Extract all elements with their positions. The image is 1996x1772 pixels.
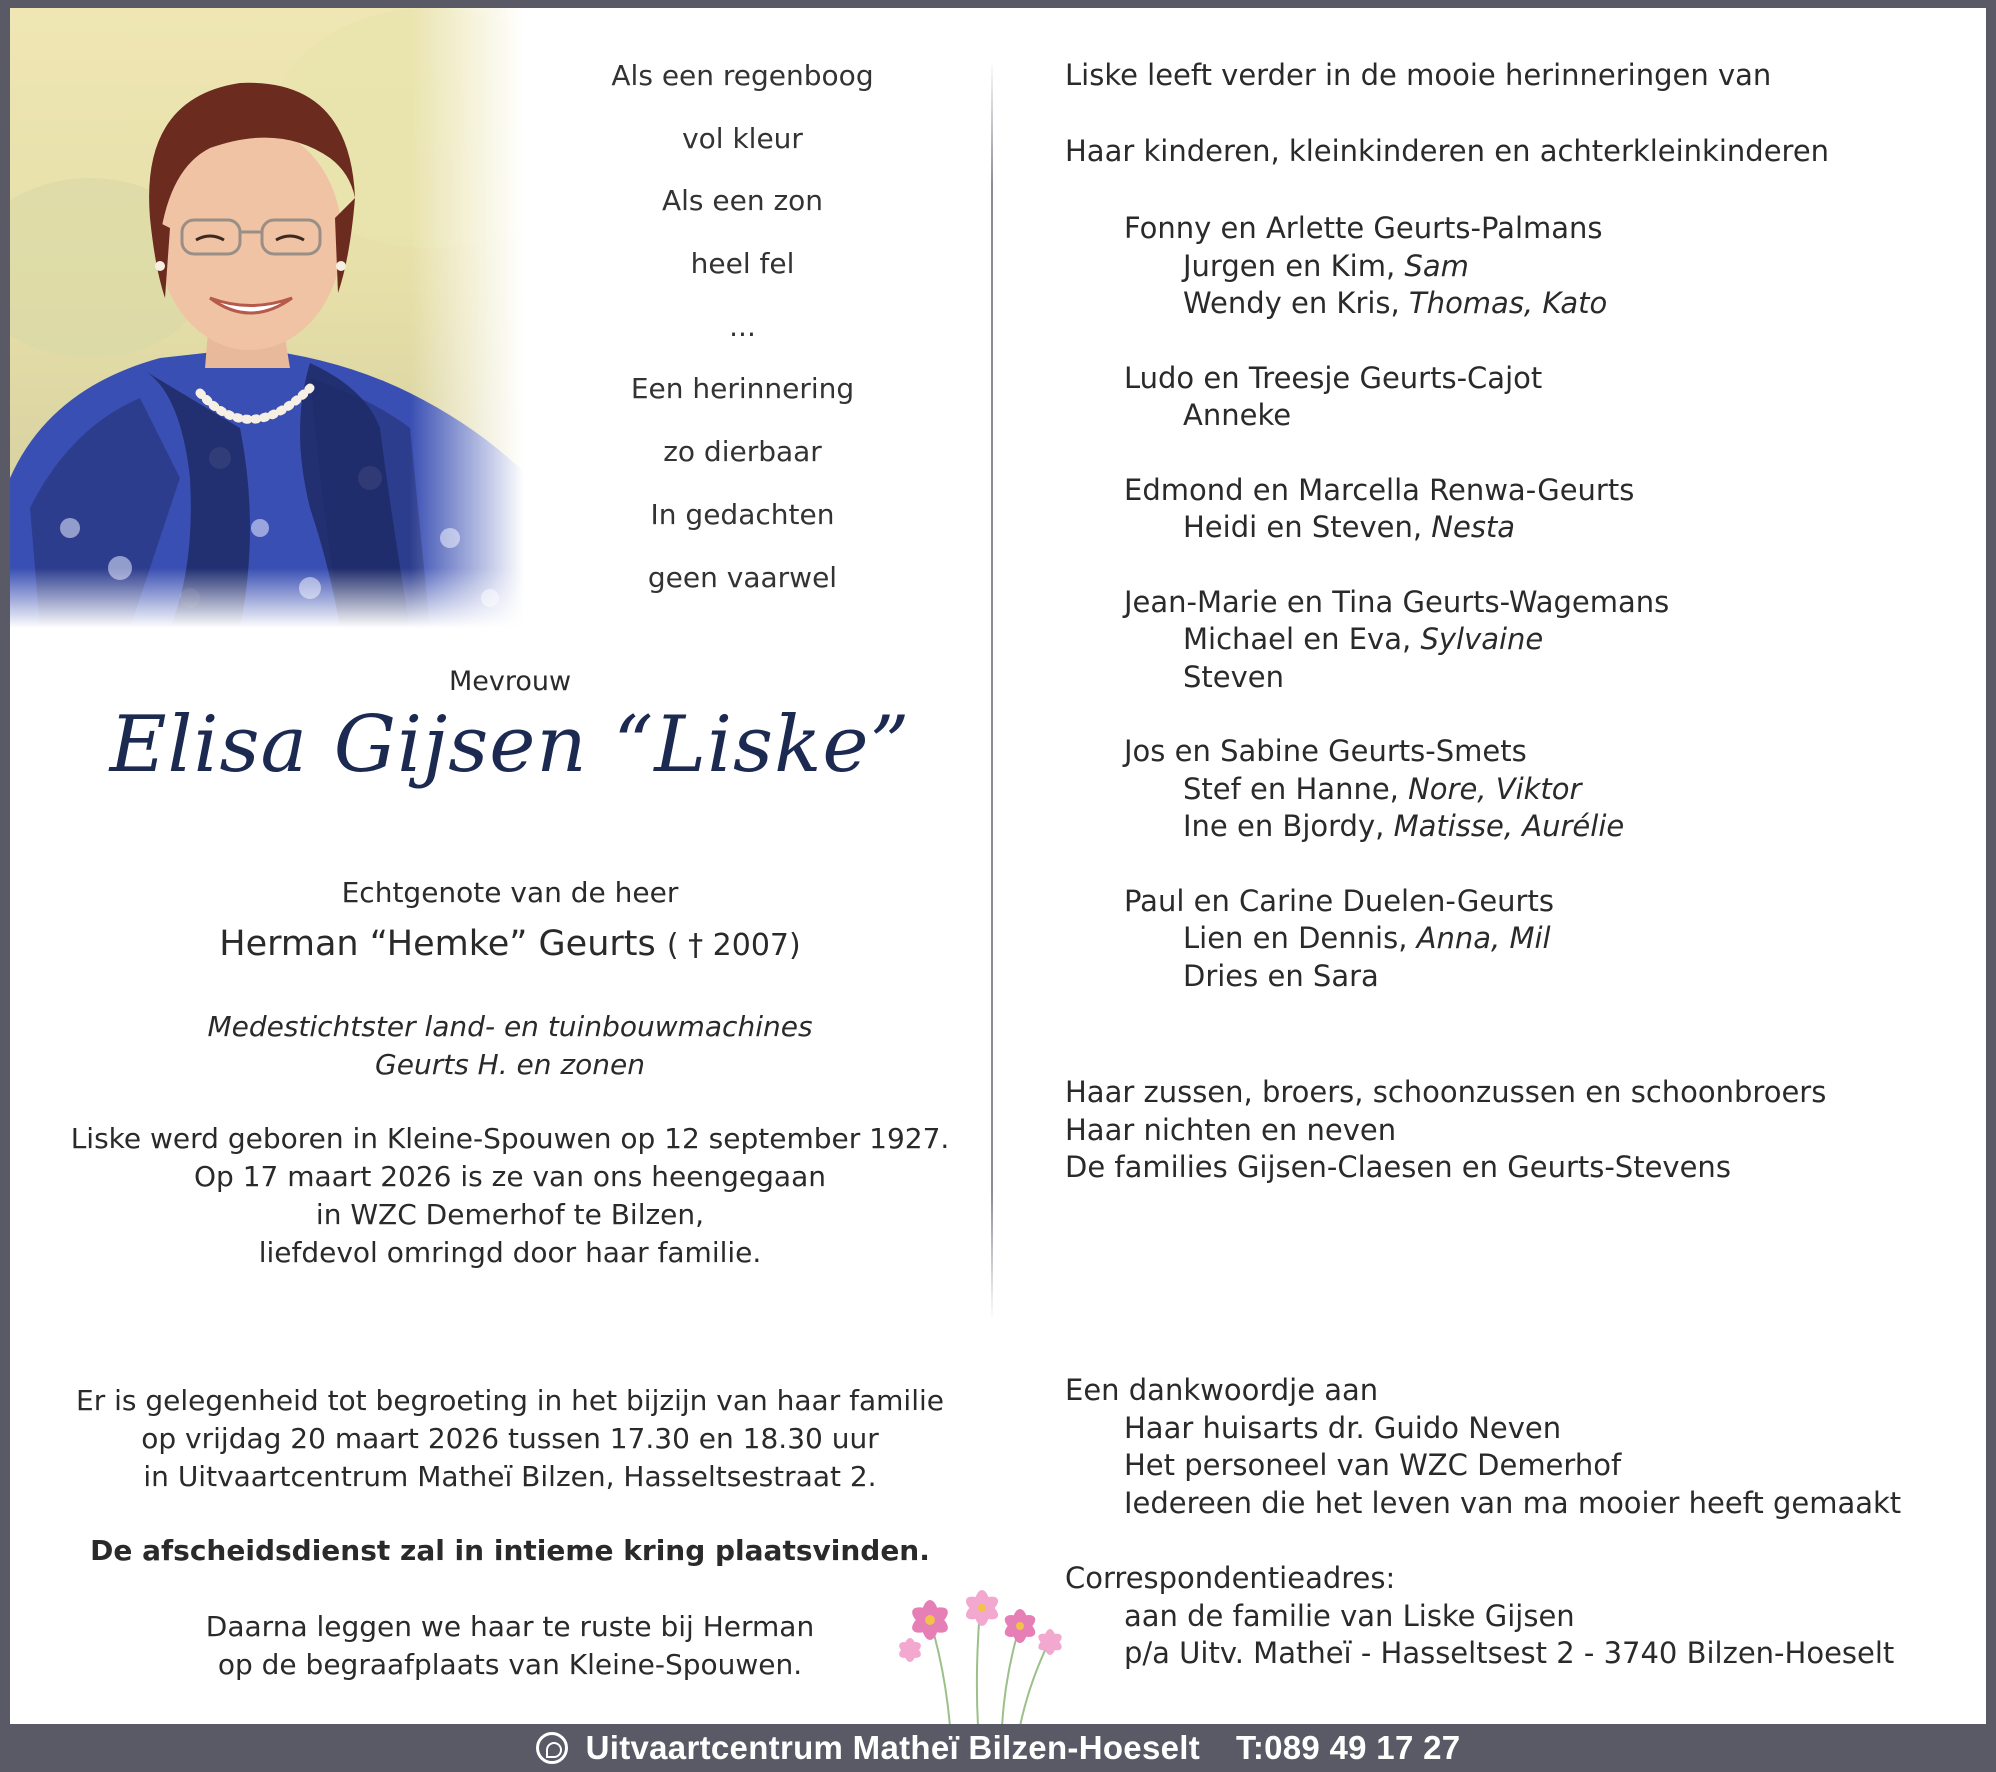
relatives-line: Haar nichten en neven [1065, 1112, 1397, 1147]
sub-children: Matisse, Aurélie [1393, 809, 1625, 843]
burial-block [10, 1608, 1010, 1684]
poem [600, 50, 885, 614]
children-intro: Haar kinderen, kleinkinderen en achterkleinkinderen [1065, 134, 1830, 168]
family-item [1124, 733, 1669, 846]
poem-line: geen vaarwel [647, 560, 838, 594]
sub-names: Anneke [1183, 398, 1292, 432]
sub-names: Wendy en Kris, [1183, 286, 1409, 320]
sub-children: Sam [1404, 248, 1469, 283]
thanks-line: Iedereen die het leven van ma mooier heeft gemaakt [1124, 1485, 1902, 1520]
correspondence-block [1065, 1560, 1894, 1673]
sub-children: Nesta [1431, 510, 1516, 544]
family-head: Jos en Sabine Geurts-Smets [1124, 734, 1527, 768]
relatives-line: De families Gijsen-Claesen en Geurts-Stevens [1065, 1150, 1731, 1184]
family-sub [1124, 659, 1669, 697]
spouse-line [10, 924, 1010, 964]
photo-fade-right [410, 8, 530, 628]
family-sub [1124, 621, 1669, 659]
bio-block [10, 1120, 1010, 1272]
sub-children: Anna, Mil [1416, 921, 1551, 955]
visitation-line: in Uitvaartcentrum Matheï Bilzen, Hasseltsestraat 2. [143, 1460, 877, 1493]
poem-line: ... [729, 309, 756, 343]
thanks-intro: Een dankwoordje aan [1065, 1373, 1379, 1407]
family-sub [1124, 285, 1669, 323]
footer-bar [0, 1724, 1996, 1772]
sub-names: Ine en Bjordy, [1183, 809, 1394, 843]
role-line: Medestichtster land- en tuinbouwmachines [207, 1010, 813, 1043]
poem-line: vol kleur [682, 121, 803, 155]
poem-line: zo dierbaar [663, 435, 822, 469]
thanks-line: Het personeel van WZC Demerhof [1124, 1448, 1622, 1482]
family-list [1124, 210, 1669, 1032]
family-head: Edmond en Marcella Renwa-Geurts [1124, 472, 1635, 507]
family-item [1124, 472, 1669, 547]
poem-line: Als een regenboog [611, 59, 874, 92]
sub-children: Thomas, Kato [1408, 286, 1608, 320]
portrait-photo [10, 8, 530, 628]
family-item [1124, 584, 1669, 697]
visitation-block [10, 1382, 1010, 1496]
family-sub [1124, 808, 1669, 846]
relatives-block [1065, 1074, 1826, 1187]
poem-line: Als een zon [661, 184, 824, 218]
burial-line: op de begraafplaats van Kleine-Spouwen. [217, 1648, 803, 1681]
poem-line: In gedachten [650, 497, 835, 531]
spouse-death: ( † 2007) [666, 928, 801, 963]
thanks-line: Haar huisarts dr. Guido Neven [1124, 1410, 1562, 1445]
memories-intro: Liske leeft verder in de mooie herinneringen van [1065, 58, 1772, 92]
sub-names: Steven [1183, 659, 1285, 694]
family-head: Ludo en Treesje Geurts-Cajot [1124, 360, 1543, 395]
deceased-name: Elisa Gijsen “Liske” [109, 700, 911, 790]
family-head: Fonny en Arlette Geurts-Palmans [1124, 211, 1603, 245]
sub-names: Jurgen en Kim, [1183, 248, 1405, 283]
poem-line: Een herinnering [630, 372, 855, 406]
family-head: Jean-Marie en Tina Geurts-Wagemans [1124, 584, 1670, 619]
sub-names: Dries en Sara [1183, 958, 1379, 993]
family-head: Paul en Carine Duelen-Geurts [1124, 883, 1554, 918]
family-item [1124, 210, 1669, 323]
sub-names: Lien en Dennis, [1183, 921, 1417, 955]
family-sub [1124, 397, 1669, 435]
relatives-line: Haar zussen, broers, schoonzussen en schoonbroers [1065, 1075, 1827, 1109]
service-note: De afscheidsdienst zal in intieme kring plaatsvinden. [90, 1534, 930, 1567]
bio-line: Op 17 maart 2026 is ze van ons heengegaan [194, 1160, 826, 1193]
honorific: Mevrouw [448, 666, 572, 697]
poem-line: heel fel [690, 247, 795, 281]
role-line: Geurts H. en zonen [375, 1048, 645, 1081]
correspondence-line: p/a Uitv. Matheï - Hasseltsest 2 - 3740 Bilzen-Hoeselt [1124, 1636, 1895, 1670]
bio-line: Liske werd geboren in Kleine-Spouwen op 12 september 1927. [70, 1122, 950, 1155]
thanks-block [1065, 1372, 1901, 1522]
cosmos-flowers-illustration [890, 1580, 1070, 1726]
family-sub [1124, 958, 1669, 996]
family-sub [1124, 771, 1669, 809]
sub-children: Nore, Viktor [1408, 771, 1582, 806]
photo-fade-bottom [10, 568, 530, 628]
family-item [1124, 360, 1669, 435]
sub-names: Michael en Eva, [1183, 622, 1421, 656]
family-sub [1124, 920, 1669, 958]
funeral-home-name: Uitvaartcentrum Matheï Bilzen-Hoeselt [585, 1729, 1201, 1766]
family-sub [1124, 248, 1669, 286]
visitation-line: op vrijdag 20 maart 2026 tussen 17.30 en 18.30 uur [141, 1422, 879, 1455]
family-sub [1124, 509, 1669, 547]
burial-line: Daarna leggen we haar te ruste bij Herman [205, 1610, 815, 1643]
sub-names: Stef en Hanne, [1183, 771, 1409, 806]
family-item [1124, 883, 1669, 996]
sub-names: Heidi en Steven, [1183, 510, 1432, 544]
visitation-line: Er is gelegenheid tot begroeting in het bijzijn van haar familie [76, 1384, 944, 1417]
bio-line: liefdevol omringd door haar familie. [258, 1236, 762, 1269]
spouse-intro: Echtgenote van de heer [341, 876, 679, 909]
sub-children: Sylvaine [1420, 622, 1544, 656]
correspondence-line: aan de familie van Liske Gijsen [1124, 1598, 1575, 1633]
funeral-home-phone: T:089 49 17 27 [1236, 1729, 1461, 1766]
spouse-name: Herman “Hemke” Geurts [219, 924, 656, 964]
bio-line: in WZC Demerhof te Bilzen, [315, 1198, 705, 1231]
role-block [10, 1008, 1010, 1084]
funeral-home-logo-icon [536, 1732, 568, 1764]
correspondence-intro: Correspondentieadres: [1065, 1561, 1396, 1595]
